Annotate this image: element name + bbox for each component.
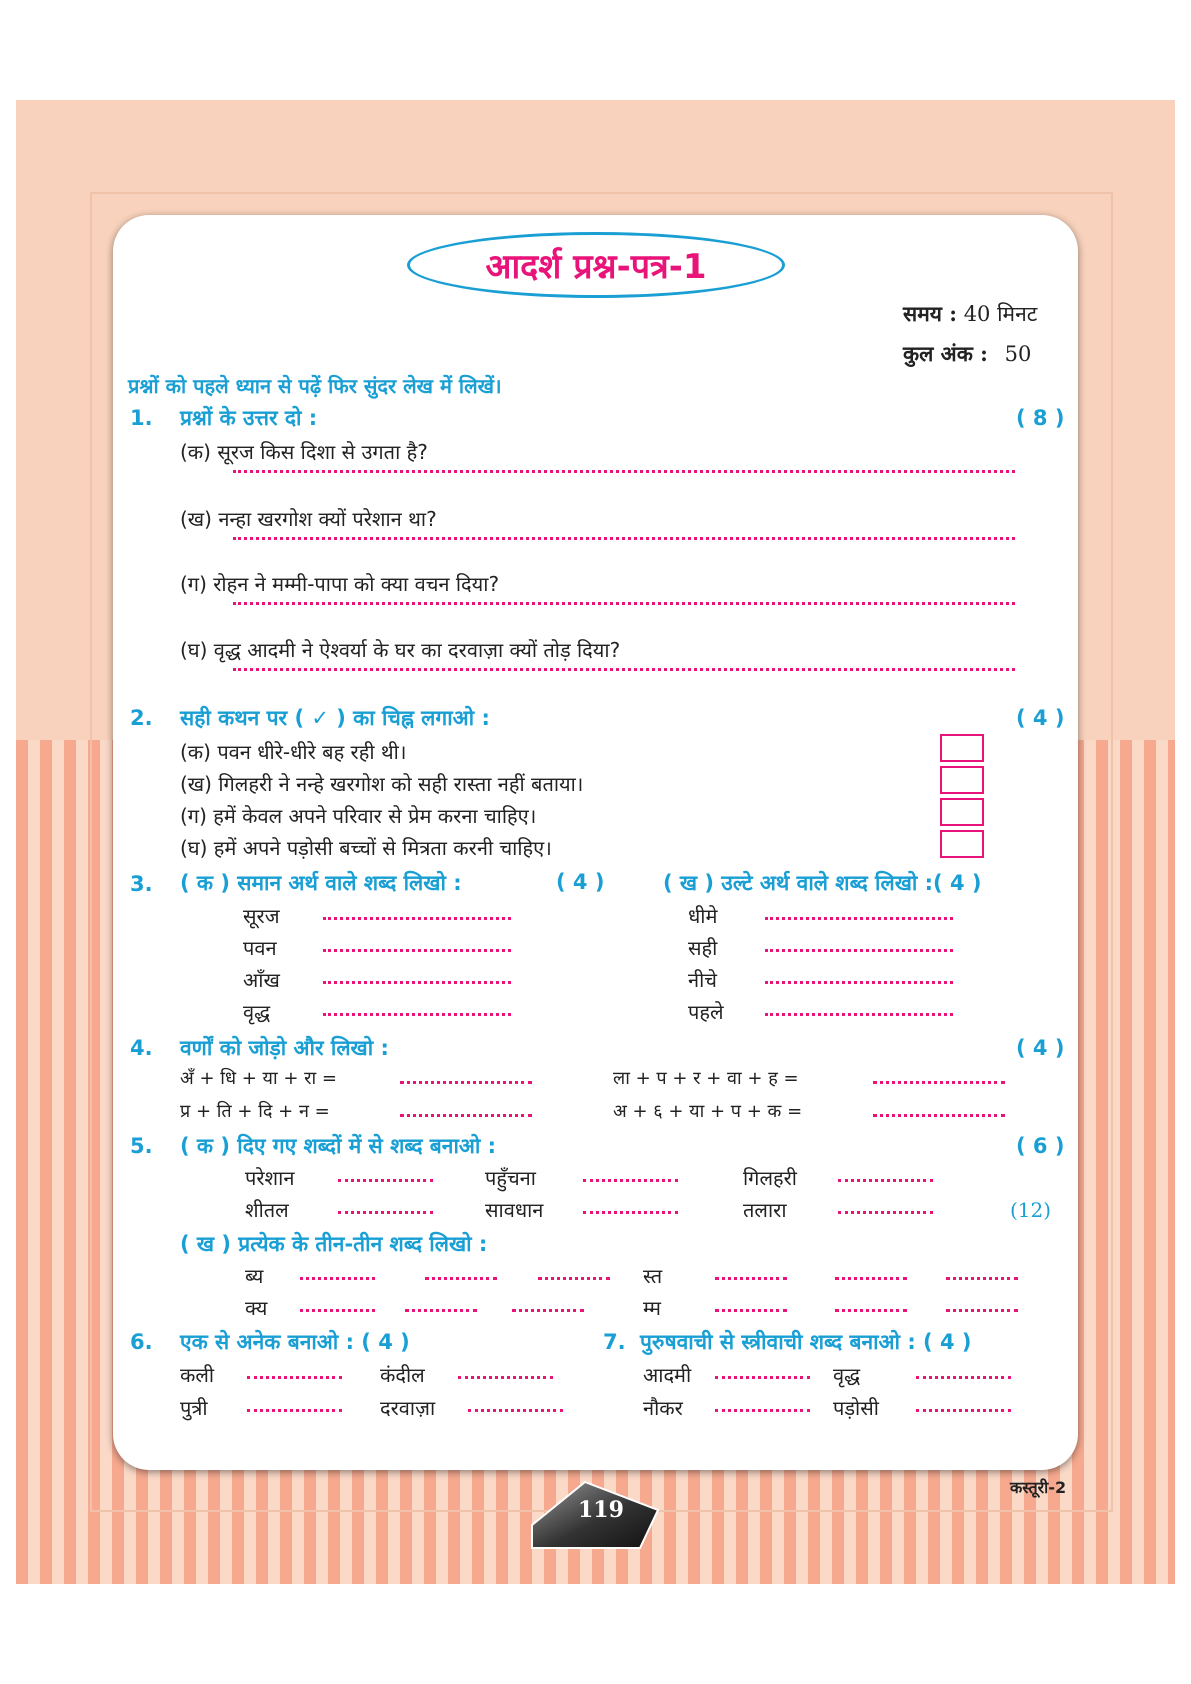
page-title: आदर्श प्रश्न-पत्र-1: [485, 247, 707, 287]
answer-line[interactable]: [715, 1277, 787, 1280]
q6-title: एक से अनेक बनाओ : ( 4 ): [180, 1330, 410, 1354]
q3a-word: सूरज: [243, 904, 280, 928]
q3b-word: धीमे: [688, 904, 718, 928]
answer-line[interactable]: [715, 1309, 787, 1312]
answer-line[interactable]: [946, 1277, 1018, 1280]
q2-item-b: (ख) गिलहरी ने नन्हे खरगोश को सही रास्ता नहीं बताया।: [180, 772, 584, 796]
q3a-marks: ( 4 ): [556, 870, 605, 894]
q5a-word: तलारा: [743, 1198, 787, 1222]
q1-marks: ( 8 ): [1016, 406, 1065, 430]
answer-line[interactable]: [583, 1179, 678, 1182]
total-marks-info: [903, 340, 1031, 368]
q5a-word: सावधान: [485, 1198, 544, 1222]
checkbox[interactable]: [940, 766, 984, 794]
q7-word: नौकर: [643, 1396, 683, 1420]
answer-line[interactable]: [247, 1376, 342, 1379]
q5a-title: ( क ) दिए गए शब्दों में से शब्द बनाओ :: [180, 1134, 497, 1158]
q1-number: 1.: [130, 406, 153, 430]
checkbox[interactable]: [940, 798, 984, 826]
q5a-marks: ( 6 ): [1016, 1134, 1065, 1158]
book-name: कस्तूरी-2: [1010, 1478, 1067, 1497]
q5b-letter: क्य: [245, 1296, 268, 1320]
q3b-word: नीचे: [688, 968, 717, 992]
q1-item-c: (ग) रोहन ने मम्मी-पापा को क्या वचन दिया?: [180, 572, 500, 596]
q2-marks: ( 4 ): [1016, 706, 1065, 730]
q1-item-b: (ख) नन्हा खरगोश क्यों परेशान था?: [180, 507, 437, 531]
answer-line[interactable]: [916, 1409, 1011, 1412]
q5a-word: गिलहरी: [743, 1166, 797, 1190]
answer-line[interactable]: [835, 1309, 907, 1312]
answer-line[interactable]: [323, 981, 511, 984]
answer-line[interactable]: [323, 949, 511, 952]
q6-word: कली: [180, 1363, 215, 1387]
answer-line[interactable]: [233, 602, 1015, 605]
q5-number: 5.: [130, 1134, 153, 1158]
q6-word: कंदील: [380, 1363, 425, 1387]
answer-line[interactable]: [400, 1114, 532, 1117]
q5b-title: ( ख ) प्रत्येक के तीन-तीन शब्द लिखो :: [180, 1232, 488, 1256]
q5b-letter: म्म: [643, 1296, 661, 1320]
q4-combo: ला + प + र + वा + ह =: [613, 1068, 799, 1089]
answer-line[interactable]: [338, 1211, 433, 1214]
q4-combo: प्र + ति + दि + न =: [180, 1101, 330, 1122]
answer-line[interactable]: [765, 917, 953, 920]
q3-number: 3.: [130, 872, 153, 896]
q5b-letter: स्त: [643, 1264, 663, 1288]
title-oval: [407, 232, 785, 298]
q6-word: पुत्री: [180, 1396, 208, 1420]
answer-line[interactable]: [233, 537, 1015, 540]
q3b-word: पहले: [688, 1000, 724, 1024]
answer-line[interactable]: [247, 1409, 342, 1412]
q4-title: वर्णों को जोड़ो और लिखो :: [180, 1036, 389, 1060]
answer-line[interactable]: [946, 1309, 1018, 1312]
checkbox[interactable]: [940, 734, 984, 762]
answer-line[interactable]: [405, 1309, 477, 1312]
q7-word: वृद्ध: [833, 1363, 861, 1387]
answer-line[interactable]: [300, 1309, 375, 1312]
q4-number: 4.: [130, 1036, 153, 1060]
answer-line[interactable]: [538, 1277, 610, 1280]
answer-line[interactable]: [765, 1013, 953, 1016]
answer-line[interactable]: [873, 1081, 1005, 1084]
q2-item-c: (ग) हमें केवल अपने परिवार से प्रेम करना चाहिए।: [180, 804, 537, 828]
answer-line[interactable]: [338, 1179, 433, 1182]
answer-line[interactable]: [715, 1376, 810, 1379]
answer-line[interactable]: [300, 1277, 375, 1280]
q5b-marks: (12): [1010, 1198, 1052, 1222]
answer-line[interactable]: [838, 1211, 933, 1214]
q1-title: प्रश्नों के उत्तर दो :: [180, 406, 318, 430]
q2-item-a: (क) पवन धीरे-धीरे बह रही थी।: [180, 740, 407, 764]
q7-title: पुरुषवाची से स्त्रीवाची शब्द बनाओ : ( 4 ): [640, 1330, 972, 1354]
answer-line[interactable]: [835, 1277, 907, 1280]
answer-line[interactable]: [458, 1376, 553, 1379]
answer-line[interactable]: [765, 981, 953, 984]
q7-number: 7.: [603, 1330, 626, 1354]
q5a-word: शीतल: [245, 1198, 289, 1222]
q2-title: सही कथन पर ( ✓ ) का चिह्न लगाओ :: [180, 706, 490, 730]
answer-line[interactable]: [323, 917, 511, 920]
answer-line[interactable]: [233, 668, 1015, 671]
answer-line[interactable]: [873, 1114, 1005, 1117]
answer-line[interactable]: [233, 470, 1015, 473]
q2-item-d: (घ) हमें अपने पड़ोसी बच्चों से मित्रता करनी चाहिए।: [180, 836, 552, 860]
q4-marks: ( 4 ): [1016, 1036, 1065, 1060]
q2-number: 2.: [130, 706, 153, 730]
total-value: 50: [1004, 342, 1032, 366]
time-value: 40 मिनट: [963, 302, 1038, 326]
q3b-title: ( ख ) उल्टे अर्थ वाले शब्द लिखो :( 4 ): [663, 871, 982, 895]
q7-word: पड़ोसी: [833, 1396, 879, 1420]
q5a-word: परेशान: [245, 1166, 295, 1190]
q3a-word: आँख: [243, 968, 280, 992]
answer-line[interactable]: [468, 1409, 563, 1412]
q3b-word: सही: [688, 936, 718, 960]
q4-combo: अ + ६ + या + प + क =: [613, 1101, 803, 1122]
answer-line[interactable]: [583, 1211, 678, 1214]
answer-line[interactable]: [400, 1081, 532, 1084]
answer-line[interactable]: [715, 1409, 810, 1412]
q1-item-a: (क) सूरज किस दिशा से उगता है?: [180, 440, 428, 464]
checkbox[interactable]: [940, 830, 984, 858]
q6-word: दरवाज़ा: [380, 1396, 436, 1420]
time-label: समय :: [903, 301, 957, 326]
q3a-title: ( क ) समान अर्थ वाले शब्द लिखो :: [180, 871, 462, 895]
q7-word: आदमी: [643, 1363, 692, 1387]
q3a-word: वृद्ध: [243, 1000, 271, 1024]
q5b-letter: ब्य: [245, 1264, 264, 1288]
answer-line[interactable]: [512, 1309, 584, 1312]
q6-number: 6.: [130, 1330, 153, 1354]
answer-line[interactable]: [838, 1179, 933, 1182]
answer-line[interactable]: [425, 1277, 497, 1280]
q4-combo: अँ + धि + या + रा =: [180, 1068, 337, 1089]
answer-line[interactable]: [323, 1013, 511, 1016]
answer-line[interactable]: [765, 949, 953, 952]
instruction: प्रश्नों को पहले ध्यान से पढ़ें फिर सुंदर लेख में लिखें।: [128, 374, 502, 398]
time-info: [903, 300, 1037, 328]
q3a-word: पवन: [243, 936, 277, 960]
q1-item-d: (घ) वृद्ध आदमी ने ऐश्वर्या के घर का दरवाज़ा क्यों तोड़ दिया?: [180, 638, 621, 662]
q5a-word: पहुँचना: [485, 1166, 536, 1190]
answer-line[interactable]: [916, 1376, 1011, 1379]
page-number: 119: [578, 1497, 624, 1523]
total-label: कुल अंक :: [903, 341, 988, 366]
